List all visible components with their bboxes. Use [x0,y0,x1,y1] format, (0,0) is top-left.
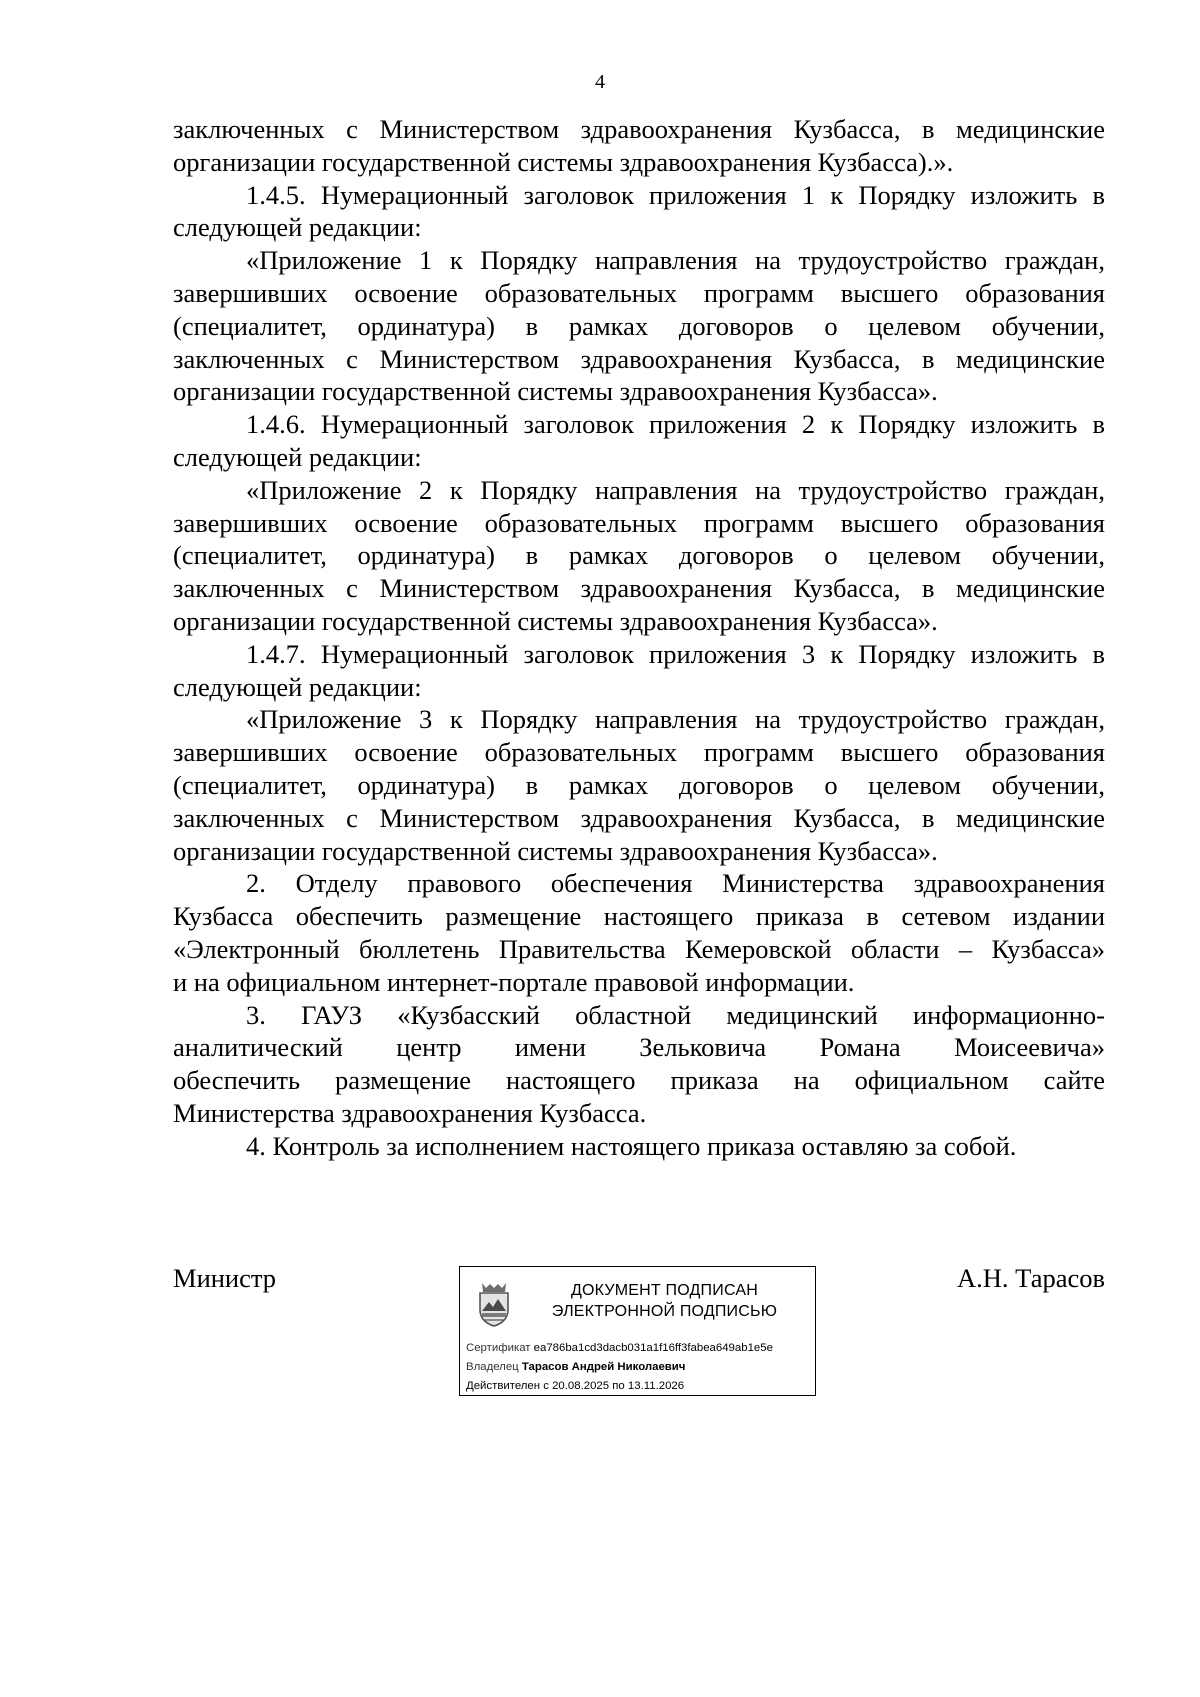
text-line: обеспечить размещение настоящего приказа на официальном сайте [173,1065,1105,1096]
page-number: 4 [595,71,605,93]
owner-line [466,1358,809,1377]
electronic-signature-stamp [459,1266,816,1396]
text-line: следующей редакции: [173,212,422,243]
text-line: заключенных с Министерством здравоохранения Кузбасса, в медицинские [173,343,1105,374]
signer-name: А.Н. Тарасов [957,1263,1105,1293]
validity-line: Действителен с 20.08.2025 по 13.11.2026 [466,1380,685,1392]
text-line: «Электронный бюллетень Правительства Кемеровской области – Кузбасса» [173,933,1105,964]
text-line: «Приложение 1 к Порядку направления на трудоустройство граждан, [246,245,1105,276]
text-line: Кузбасса обеспечить размещение настоящего приказа в сетевом издании [173,901,1105,932]
stamp-heading [520,1280,809,1322]
text-line: 1.4.6. Нумерационный заголовок приложения 2 к Порядку изложить в [246,409,1105,440]
stamp-details [466,1339,809,1396]
text-line: завершивших освоение образовательных программ высшего образования [173,737,1105,768]
text-line: заключенных с Министерством здравоохранения Кузбасса, в медицинские [173,114,1105,144]
certificate-value: ea786ba1cd3dacb031a1f16ff3fabea649ab1e5e [533,1342,773,1354]
text-line: следующей редакции: [173,671,422,702]
text-line: 2. Отделу правового обеспечения Министерства здравоохранения [246,868,1105,899]
owner-label: Владелец [466,1361,519,1373]
text-line: 1.4.5. Нумерационный заголовок приложения 1 к Порядку изложить в [246,179,1105,210]
stamp-heading-line: ДОКУМЕНТ ПОДПИСАН [571,1282,758,1299]
text-line: организации государственной системы здравоохранения Кузбасса». [173,376,938,407]
text-line: (специалитет, ординатура) в рамках договоров о целевом обучении, [173,769,1105,800]
text-line: завершивших освоение образовательных программ высшего образования [173,277,1105,308]
text-line: организации государственной системы здравоохранения Кузбасса». [173,835,938,866]
text-line: следующей редакции: [173,441,422,472]
text-line: (специалитет, ординатура) в рамках договоров о целевом обучении, [173,540,1105,571]
stamp-heading-line: ЭЛЕКТРОННОЙ ПОДПИСЬЮ [551,1303,778,1320]
text-line: и на официальном интернет-портале правовой информации. [173,966,855,997]
text-line: заключенных с Министерством здравоохранения Кузбасса, в медицинские [173,802,1105,833]
text-line: 1.4.7. Нумерационный заголовок приложения 3 к Порядку изложить в [246,638,1105,669]
text-line: 4. Контроль за исполнением настоящего приказа оставляю за собой. [246,1130,1017,1161]
signer-position: Министр [173,1263,277,1293]
text-line: «Приложение 2 к Порядку направления на трудоустройство граждан, [246,474,1105,505]
coat-of-arms-icon [474,1280,514,1328]
owner-value: Тарасов Андрей Николаевич [521,1361,686,1373]
document-body [173,113,1105,1163]
text-line: (специалитет, ординатура) в рамках договоров о целевом обучении, [173,310,1105,341]
text-line: заключенных с Министерством здравоохранения Кузбасса, в медицинские [173,573,1105,604]
text-line: Министерства здравоохранения Кузбасса. [173,1097,647,1128]
certificate-line [466,1339,809,1358]
certificate-label: Сертификат [466,1342,531,1354]
text-line: 3. ГАУЗ «Кузбасский областной медицинский информационно- [246,999,1105,1030]
text-line: завершивших освоение образовательных программ высшего образования [173,507,1105,538]
text-line: аналитический центр имени Зельковича Романа Моисеевича» [173,1032,1105,1063]
text-line: «Приложение 3 к Порядку направления на трудоустройство граждан, [246,704,1105,735]
text-line: организации государственной системы здравоохранения Кузбасса).». [173,146,954,177]
text-line: организации государственной системы здравоохранения Кузбасса». [173,605,938,636]
